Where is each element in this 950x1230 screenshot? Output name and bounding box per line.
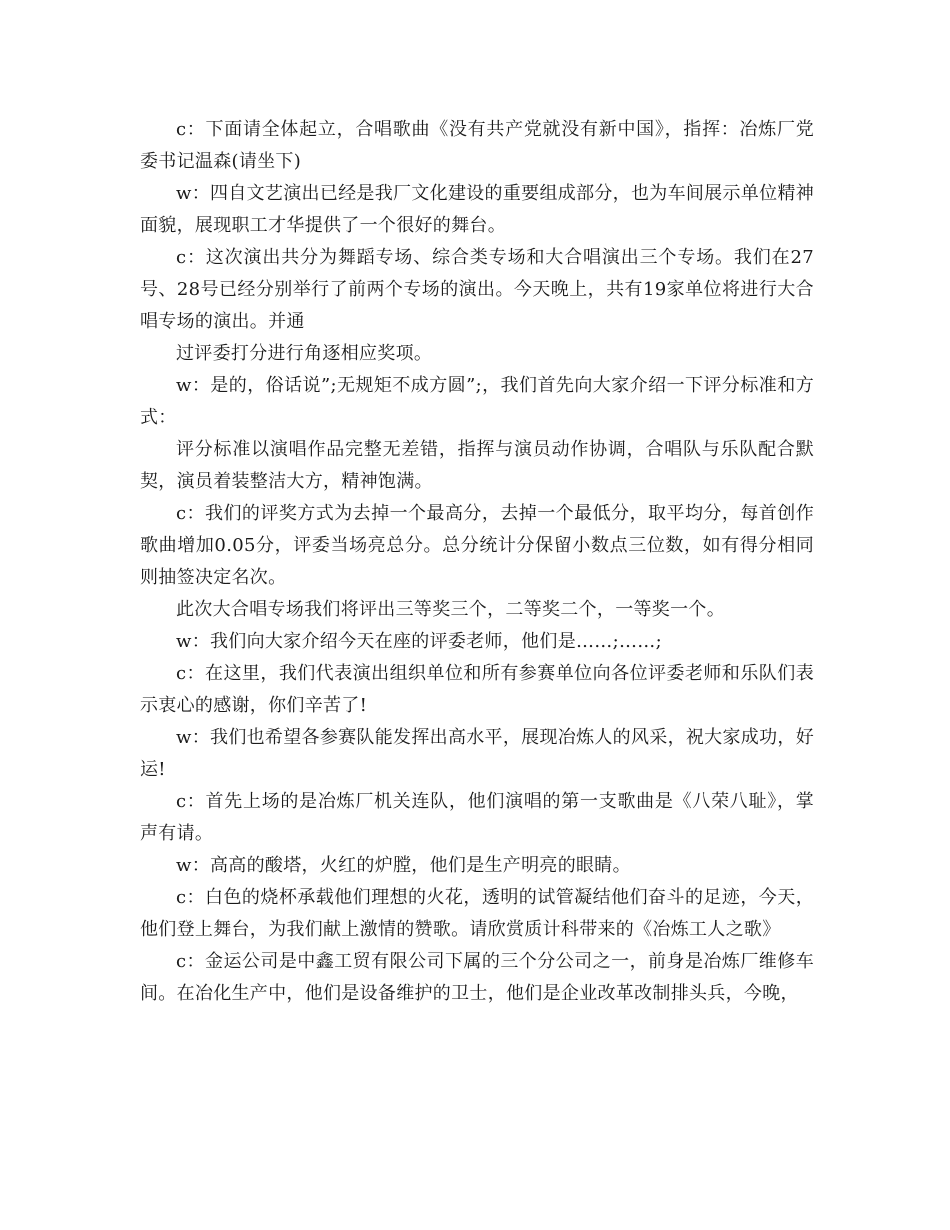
- paragraph: 此次大合唱专场我们将评出三等奖三个，二等奖二个，一等奖一个。: [176, 599, 725, 620]
- paragraph: c：首先上场的是冶炼厂机关连队，他们演唱的第一支歌曲是《八荣八耻》，掌声有请。: [140, 791, 814, 844]
- paragraph: c：这次演出共分为舞蹈专场、综合类专场和大合唱演出三个专场。我们在27号、28号已经分别举行了前两个专场的演出。今天晚上，共有19家单位将进行大合唱专场的演出。并通: [140, 247, 814, 332]
- paragraph: c：在这里，我们代表演出组织单位和所有参赛单位向各位评委老师和乐队们表示衷心的感谢，你们辛苦了!: [140, 663, 814, 716]
- paragraph: 评分标准以演唱作品完整无差错，指挥与演员动作协调，合唱队与乐队配合默契，演员着装整洁大方，精神饱满。: [140, 439, 814, 492]
- paragraph: w：我们向大家介绍今天在座的评委老师，他们是……;……;: [176, 631, 662, 652]
- document-body: [140, 114, 814, 1010]
- paragraph: c：下面请全体起立，合唱歌曲《没有共产党就没有新中国》，指挥：冶炼厂党委书记温森(请坐下): [140, 119, 814, 172]
- paragraph: w：我们也希望各参赛队能发挥出高水平，展现冶炼人的风采，祝大家成功，好运!: [140, 727, 814, 780]
- paragraph: 过评委打分进行角逐相应奖项。: [176, 343, 433, 364]
- paragraph: c：白色的烧杯承载他们理想的火花，透明的试管凝结他们奋斗的足迹，今天，他们登上舞台，为我们献上激情的赞歌。请欣赏质计科带来的《冶炼工人之歌》: [140, 887, 814, 940]
- paragraph: w：高高的酸塔，火红的炉膛，他们是生产明亮的眼睛。: [176, 855, 631, 876]
- paragraph: w：是的，俗话说”;无规矩不成方圆”;，我们首先向大家介绍一下评分标准和方式：: [140, 375, 814, 428]
- paragraph: c：金运公司是中鑫工贸有限公司下属的三个分公司之一，前身是冶炼厂维修车间。在冶化生产中，他们是设备维护的卫士，他们是企业改革改制排头兵，今晚，: [140, 951, 814, 1004]
- paragraph: w：四自文艺演出已经是我厂文化建设的重要组成部分，也为车间展示单位精神面貌，展现职工才华提供了一个很好的舞台。: [140, 183, 814, 236]
- paragraph: c：我们的评奖方式为去掉一个最高分，去掉一个最低分，取平均分，每首创作歌曲增加0.05分，评委当场亮总分。总分统计分保留小数点三位数，如有得分相同则抽签决定名次。: [140, 503, 814, 588]
